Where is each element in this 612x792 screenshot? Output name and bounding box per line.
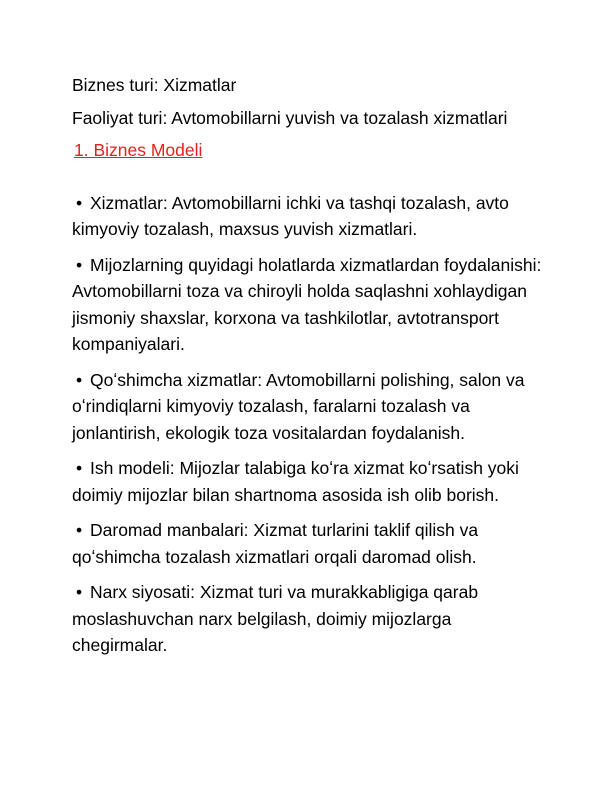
list-item <box>72 517 542 570</box>
bullet-marker: • <box>76 458 83 478</box>
list-item-text: Daromad manbalari: Xizmat turlarini taklif qilish va qoʻshimcha tozalash xizmatlari orqali daromad olish. <box>72 520 479 567</box>
bullet-marker: • <box>76 254 83 275</box>
list-item <box>72 579 542 659</box>
section-heading-business-model: 1. Biznes Modeli <box>74 140 203 160</box>
list-item-text: Qoʻshimcha xizmatlar: Avtomobillarni polishing, salon va oʻrindiqlarni kimyoviy tozalash, faralarni tozalash va jonlantirish, ekologik toza vositalardan foydalanish. <box>72 369 525 443</box>
list-item <box>72 252 542 358</box>
bullet-marker: • <box>76 582 83 602</box>
list-item <box>72 367 542 447</box>
list-item <box>72 455 542 508</box>
list-item-text: Xizmatlar: Avtomobillarni ichki va tashqi tozalash, avto kimyoviy tozalash, maxsus yuvish xizmatlari. <box>72 192 509 239</box>
list-item-text: Mijozlarning quyidagi holatlarda xizmatlardan foydalanishi: Avtomobillarni toza va chiroyli holda saqlashni xohlaydigan jismoniy shaxslar, korxona va tashkilotlar, avtotransport kompaniyalari. <box>72 254 542 354</box>
bullet-marker: • <box>76 369 83 390</box>
list-item-text: Ish modeli: Mijozlar talabiga koʻra xizmat koʻrsatish yoki doimiy mijozlar bilan shartnoma asosida ish olib borish. <box>72 458 519 505</box>
business-type-line: Biznes turi: Xizmatlar <box>72 75 237 95</box>
activity-type-line: Faoliyat turi: Avtomobillarni yuvish va tozalash xizmatlari <box>72 107 508 128</box>
document-page <box>72 72 542 668</box>
list-item-text: Narx siyosati: Xizmat turi va murakkabligiga qarab moslashuvchan narx belgilash, doimiy mijozlarga chegirmalar. <box>72 582 479 655</box>
business-model-bullet-list <box>72 190 542 659</box>
list-item <box>72 190 542 243</box>
bullet-marker: • <box>76 520 83 540</box>
bullet-marker: • <box>76 192 83 213</box>
